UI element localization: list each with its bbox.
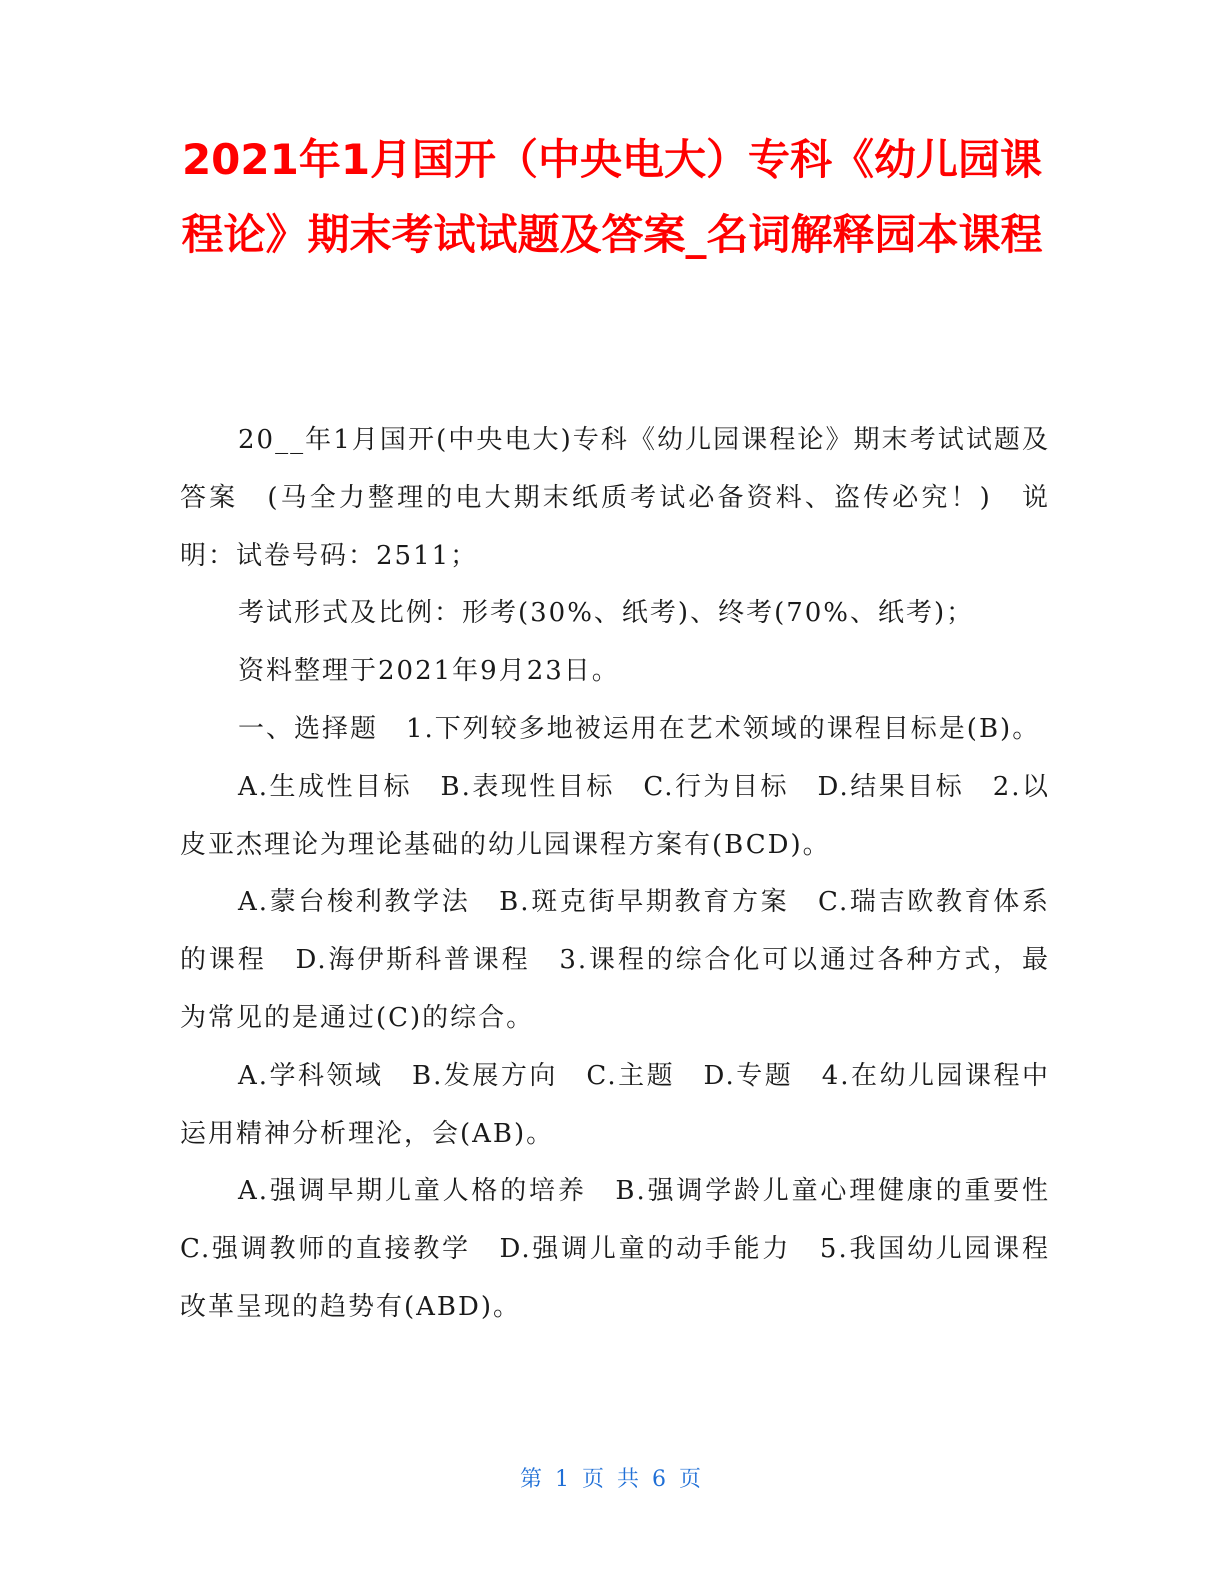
paragraph-question-4: A.学科领域 B.发展方向 C.主题 D.专题 4.在幼儿园课程中运用精神分析理沦，会(AB)。	[180, 1060, 1050, 1149]
paragraph-exam-format: 考试形式及比例：形考(30%、纸考)、终考(70%、纸考)；	[238, 598, 975, 629]
footer-page-number: 1	[555, 1467, 572, 1492]
paragraph-question-2: A.生成性目标 B.表现性目标 C.行为目标 D.结果目标 2.以皮亚杰理论为理论基础的幼儿园课程方案有(BCD)。	[180, 771, 1050, 860]
document-title: 2021年1月国开（中央电大）专科《幼儿园课程论》期末考试试题及答案_名词解释园本课程	[181, 135, 1043, 259]
paragraph-question-1: 一、选择题 1.下列较多地被运用在艺术领域的课程目标是(B)。	[238, 713, 1041, 744]
paragraph-date: 资料整理于2021年9月23日。	[238, 656, 620, 687]
paragraph-question-3: A.蒙台梭利教学法 B.斑克街早期教育方案 C.瑞吉欧教育体系的课程 D.海伊斯科普课程 3.课程的综合化可以通过各种方式，最为常见的是通过(C)的综合。	[180, 887, 1050, 1033]
page-footer	[0, 1462, 1224, 1493]
footer-prefix: 第	[519, 1467, 545, 1492]
paragraph-intro: 20__年1月国开(中央电大)专科《幼儿园课程论》期末考试试题及答案 (马全力整理的电大期末纸质考试必备资料、盗传必究！) 说明：试卷号码：2511；	[180, 425, 1050, 571]
footer-total-pages: 6	[652, 1467, 669, 1492]
document-body	[180, 412, 1079, 1337]
paragraph-question-5: A.强调早期儿童人格的培养 B.强调学龄儿童心理健康的重要性 C.强调教师的直接教学 D.强调儿童的动手能力 5.我国幼儿园课程改革呈现的趋势有(ABD)。	[180, 1176, 1079, 1322]
footer-suffix: 页	[679, 1467, 705, 1492]
footer-middle: 页 共	[582, 1467, 642, 1492]
